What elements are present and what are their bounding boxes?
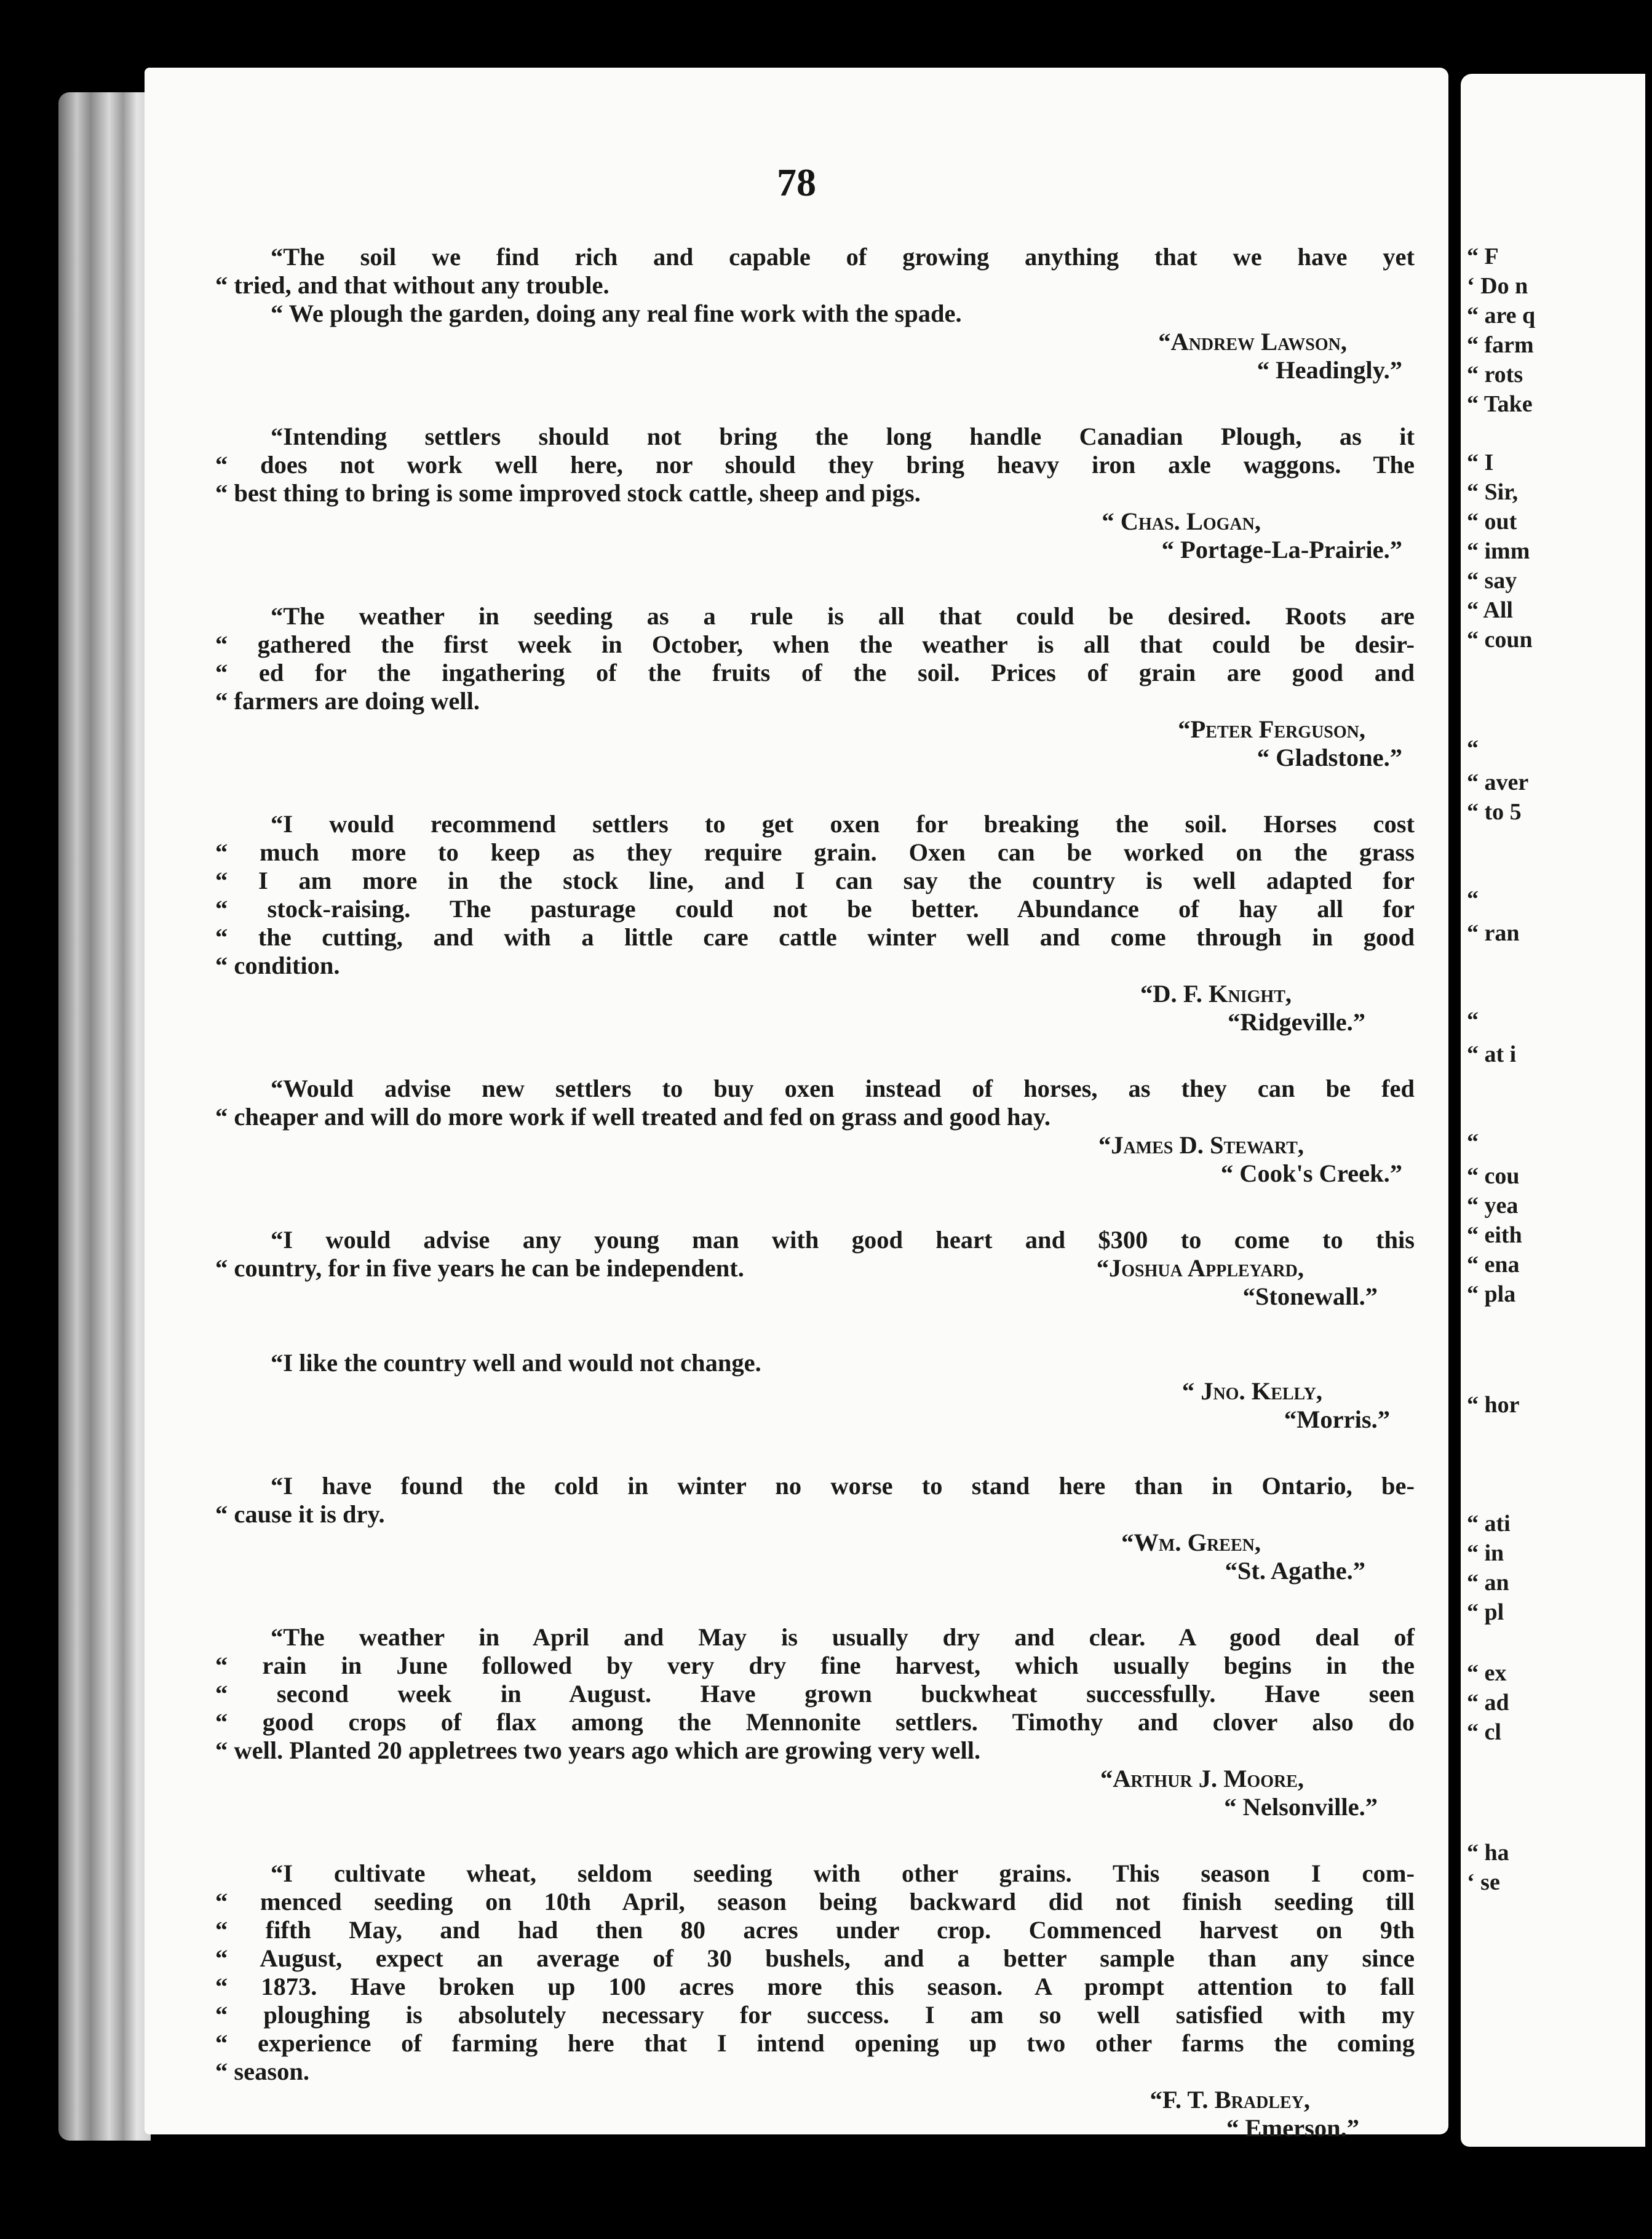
- right-fragment: “: [1467, 1008, 1479, 1033]
- right-fragment: “ at i: [1467, 1041, 1517, 1067]
- testimonial: [215, 1349, 1415, 1434]
- testimonial-author: “Arthur J. Moore,: [1100, 1765, 1304, 1792]
- testimonial-line: “ the cutting, and with a little care cattle winter well and come through in good: [215, 923, 1415, 951]
- testimonial-place: “Ridgeville.”: [1228, 1008, 1365, 1036]
- testimonial-author: “D. F. Knight,: [1140, 980, 1292, 1008]
- right-fragment: “ pla: [1467, 1281, 1516, 1307]
- testimonial-line: “ does not work well here, nor should they bring heavy iron axle waggons. The: [215, 451, 1415, 479]
- testimonial-line: “I cultivate wheat, seldom seeding with other grains. This season I com-: [271, 1859, 1415, 1887]
- testimonial-line: “ country, for in five years he can be independent.: [215, 1254, 744, 1282]
- testimonial-author: “Wm. Green,: [1121, 1529, 1261, 1556]
- testimonial-line: “ cause it is dry.: [215, 1500, 385, 1528]
- right-fragment: “: [1467, 886, 1479, 912]
- testimonial-author: “Joshua Appleyard,: [1096, 1254, 1304, 1282]
- testimonial: [215, 602, 1415, 772]
- testimonial-line: “ We plough the garden, doing any real fine work with the spade.: [271, 300, 962, 327]
- right-fragment: “ yea: [1467, 1193, 1519, 1219]
- right-fragment: “ I: [1467, 450, 1494, 475]
- right-fragment: “ say: [1467, 568, 1517, 594]
- testimonial: [215, 243, 1415, 384]
- testimonial-line: “ farmers are doing well.: [215, 687, 480, 715]
- testimonial: [215, 1075, 1415, 1188]
- testimonial-list: [215, 243, 1415, 2142]
- right-fragment: “ aver: [1467, 770, 1529, 795]
- right-fragment: “ farm: [1467, 332, 1534, 358]
- right-fragment: “ ha: [1467, 1840, 1509, 1866]
- testimonial-line: “ I am more in the stock line, and I can say the country is well adapted for: [215, 867, 1415, 894]
- testimonial-author: “Peter Ferguson,: [1178, 715, 1365, 743]
- testimonial-line: “ menced seeding on 10th April, season being backward did not finish seeding till: [215, 1888, 1415, 1915]
- testimonial-place: “Morris.”: [1284, 1406, 1390, 1433]
- right-fragment: ‘ Do n: [1467, 273, 1528, 299]
- testimonial-line: “ much more to keep as they require grain. Oxen can be worked on the grass: [215, 838, 1415, 866]
- testimonial-line: “ August, expect an average of 30 bushels, and a better sample than any since: [215, 1944, 1415, 1972]
- right-fragment: “ in: [1467, 1540, 1504, 1566]
- testimonial-line: “ rain in June followed by very dry fine harvest, which usually begins in the: [215, 1652, 1415, 1679]
- right-fragment: “ to 5: [1467, 799, 1522, 825]
- testimonial: [215, 810, 1415, 1036]
- book-gutter: [58, 92, 151, 2141]
- testimonial-line: “Intending settlers should not bring the long handle Canadian Plough, as it: [271, 423, 1415, 450]
- testimonial-line: “ season.: [215, 2058, 310, 2085]
- right-fragment: “ are q: [1467, 303, 1536, 328]
- testimonial-line: “The soil we find rich and capable of growing anything that we have yet: [271, 243, 1415, 271]
- testimonial-place: “ Emerson.”: [1226, 2114, 1359, 2142]
- right-fragment: “: [1467, 1129, 1479, 1155]
- right-fragment: “ eith: [1467, 1222, 1522, 1248]
- testimonial-line: “ ploughing is absolutely necessary for success. I am so well satisfied with my: [215, 2001, 1415, 2029]
- right-fragment: “ out: [1467, 509, 1517, 535]
- testimonial: [215, 1472, 1415, 1585]
- testimonial-line: “ second week in August. Have grown buckwheat successfully. Have seen: [215, 1680, 1415, 1708]
- testimonial-line: “ experience of farming here that I intend opening up two other farms the coming: [215, 2029, 1415, 2057]
- right-fragment: “ pl: [1467, 1599, 1504, 1625]
- testimonial-author: “Andrew Lawson,: [1158, 328, 1347, 356]
- testimonial-line: “ cheaper and will do more work if well treated and fed on grass and good hay.: [215, 1103, 1050, 1131]
- testimonial-line: “The weather in April and May is usually dry and clear. A good deal of: [271, 1623, 1415, 1651]
- testimonial-place: “ Gladstone.”: [1257, 744, 1402, 771]
- testimonial: [215, 1226, 1415, 1311]
- right-fragment: “ Take: [1467, 391, 1533, 417]
- testimonial-line: “ tried, and that without any trouble.: [215, 271, 610, 299]
- testimonial-line: “I have found the cold in winter no worse to stand here than in Ontario, be-: [271, 1472, 1415, 1500]
- testimonial-line: “ condition.: [215, 952, 340, 979]
- testimonial-line: “ 1873. Have broken up 100 acres more this season. A prompt attention to fall: [215, 1973, 1415, 2000]
- testimonial-author: “F. T. Bradley,: [1150, 2086, 1310, 2114]
- testimonial-place: “ Headingly.”: [1257, 356, 1402, 384]
- testimonial-author: “James D. Stewart,: [1098, 1131, 1304, 1159]
- testimonial-place: “ Cook's Creek.”: [1220, 1159, 1402, 1187]
- testimonial-line: “The weather in seeding as a rule is all that could be desired. Roots are: [271, 602, 1415, 630]
- testimonial-place: “ Portage-La-Prairie.”: [1161, 536, 1402, 563]
- right-fragment: “ ex: [1467, 1660, 1507, 1686]
- testimonial-line: “I would advise any young man with good heart and $300 to come to this: [271, 1226, 1415, 1254]
- testimonial-line: “ ed for the ingathering of the fruits of the soil. Prices of grain are good and: [215, 659, 1415, 686]
- testimonial: [215, 1859, 1415, 2142]
- right-fragment: “ Sir,: [1467, 479, 1519, 505]
- testimonial: [215, 1623, 1415, 1821]
- testimonial: [215, 423, 1415, 564]
- testimonial-line: “ stock-raising. The pasturage could not be better. Abundance of hay all for: [215, 895, 1415, 923]
- testimonial-line: “ gathered the first week in October, when the weather is all that could be desir-: [215, 630, 1415, 658]
- right-fragment: “ All: [1467, 597, 1513, 623]
- right-fragment: “: [1467, 736, 1479, 762]
- testimonial-line: “ best thing to bring is some improved stock cattle, sheep and pigs.: [215, 479, 921, 507]
- testimonial-line: “Would advise new settlers to buy oxen instead of horses, as they can be fed: [271, 1075, 1415, 1102]
- testimonial-line: “ well. Planted 20 appletrees two years ago which are growing very well.: [215, 1736, 981, 1764]
- testimonial-line: “ good crops of flax among the Mennonite settlers. Timothy and clover also do: [215, 1708, 1415, 1736]
- testimonial-place: “ Nelsonville.”: [1224, 1793, 1378, 1821]
- right-fragment: “ rots: [1467, 362, 1523, 388]
- right-fragment: “ imm: [1467, 538, 1530, 564]
- page-number: 78: [777, 161, 816, 204]
- right-fragment: “ F: [1467, 244, 1499, 269]
- right-fragment: “ coun: [1467, 627, 1533, 653]
- testimonial-author: “ Chas. Logan,: [1102, 507, 1261, 535]
- right-fragment: “ cl: [1467, 1719, 1501, 1745]
- right-fragment: “ an: [1467, 1570, 1509, 1596]
- right-fragment: “ cou: [1467, 1163, 1520, 1189]
- right-fragment: “ ad: [1467, 1690, 1509, 1716]
- testimonial-place: “St. Agathe.”: [1225, 1557, 1365, 1585]
- testimonial-line: “ fifth May, and had then 80 acres under crop. Commenced harvest on 9th: [215, 1916, 1415, 1944]
- right-fragment: ‘ se: [1467, 1869, 1500, 1895]
- right-fragment: “ ena: [1467, 1252, 1520, 1278]
- right-page-text-fragments: [1467, 0, 1651, 2239]
- testimonial-line: “I would recommend settlers to get oxen for breaking the soil. Horses cost: [271, 810, 1415, 838]
- right-fragment: “ ati: [1467, 1511, 1511, 1537]
- testimonial-place: “Stonewall.”: [1242, 1283, 1378, 1310]
- testimonial-line: “I like the country well and would not change.: [271, 1349, 761, 1377]
- testimonial-author: “ Jno. Kelly,: [1181, 1377, 1322, 1405]
- right-fragment: “ hor: [1467, 1392, 1520, 1418]
- right-fragment: “ ran: [1467, 920, 1520, 946]
